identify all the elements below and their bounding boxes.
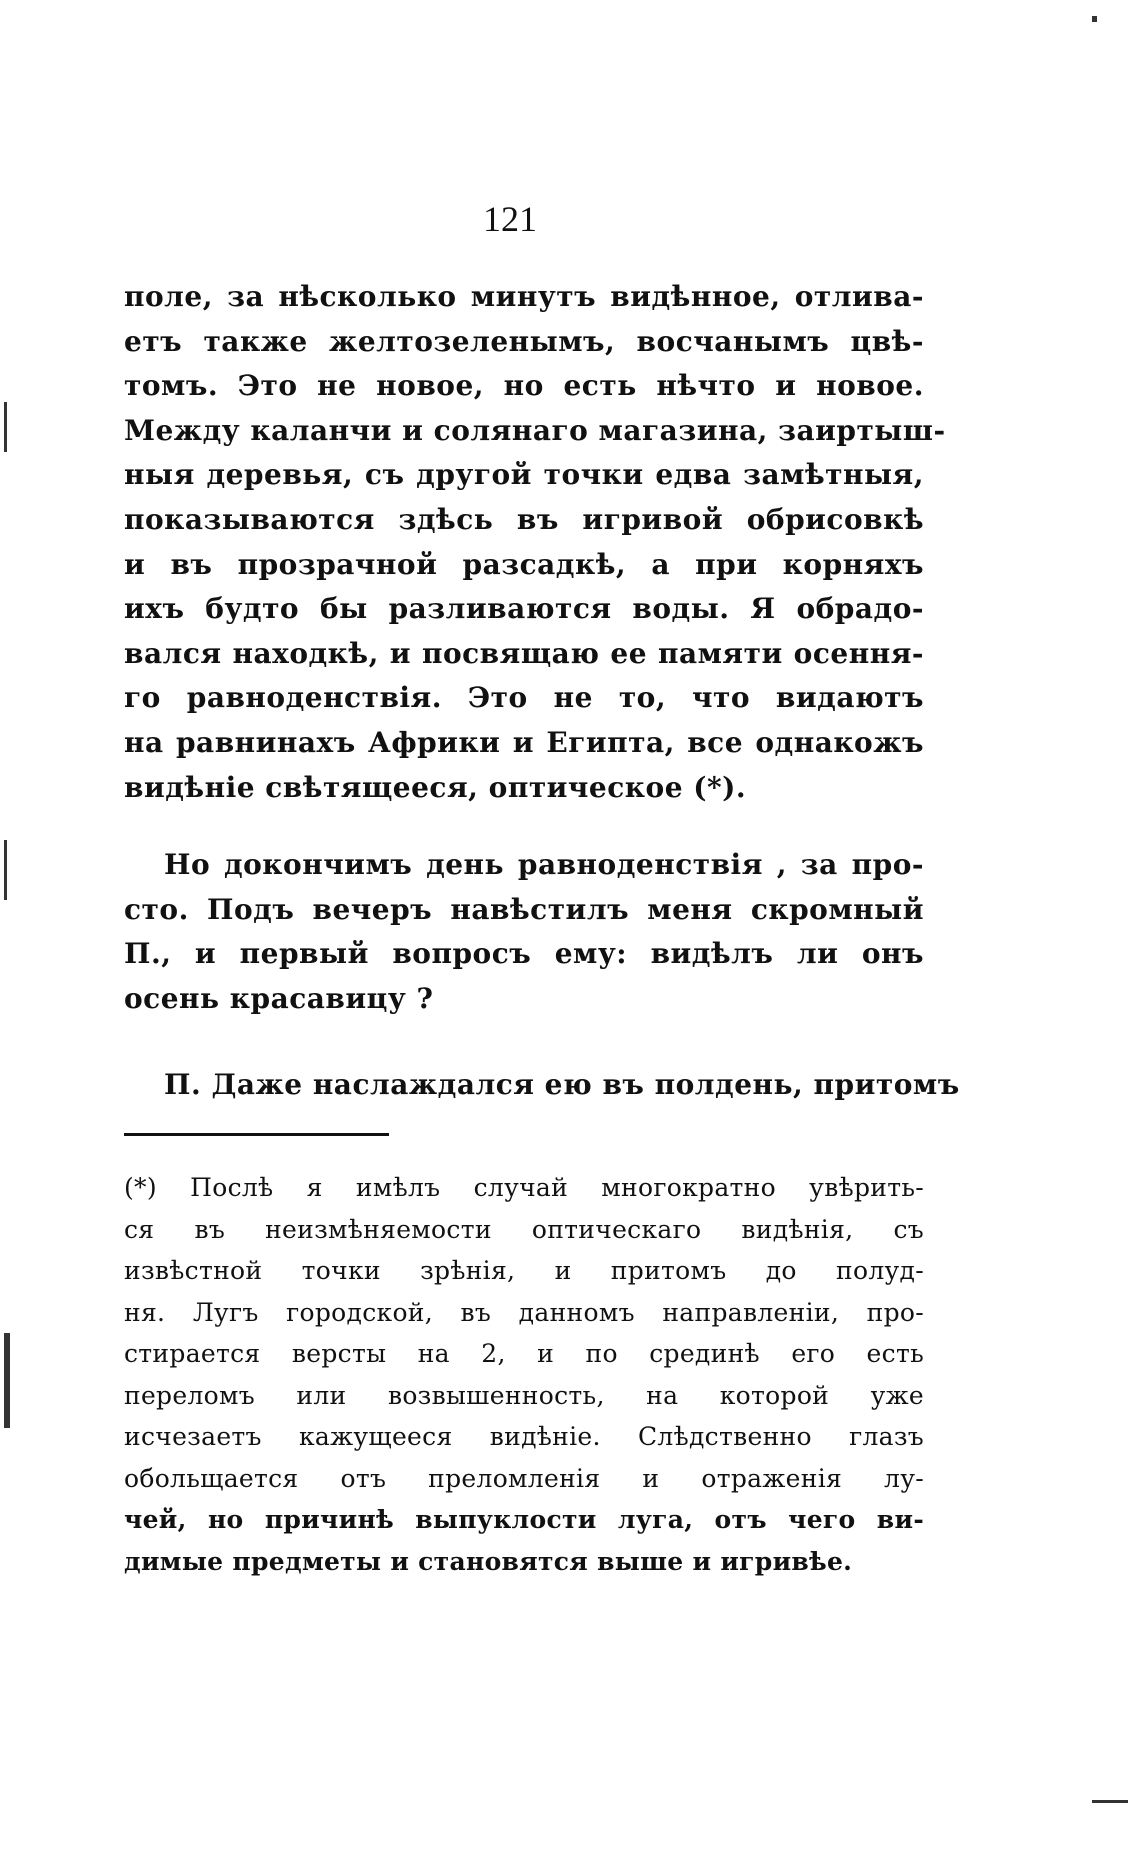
page-number: 121 <box>483 199 537 239</box>
footnote-line: ня. Лугъ городской, въ данномъ направленіи, про- <box>124 1297 924 1327</box>
text-line: го равноденствія. Это не то, что видаютъ <box>124 681 924 715</box>
text-line: сто. Подъ вечеръ навѣстилъ меня скромный <box>124 892 924 926</box>
footnote-separator <box>124 1133 389 1136</box>
text-line: ныя деревья, съ другой точки едва замѣтныя, <box>124 458 924 492</box>
text-line: П., и первый вопросъ ему: видѣлъ ли онъ <box>124 937 924 971</box>
text-line: на равнинахъ Африки и Египта, все однакожъ <box>124 725 924 759</box>
scan-mark <box>4 1333 10 1428</box>
text-line: вался находкѣ, и посвящаю ее памяти осення- <box>124 636 924 670</box>
footnote-line: обольщается отъ преломленія и отраженія лу- <box>124 1463 924 1493</box>
text-line: ихъ будто бы разливаются воды. Я обрадо- <box>124 592 924 626</box>
text-line: Между каланчи и солянаго магазина, заиртыш- <box>124 413 946 447</box>
footnote-line: стирается версты на 2, и по срединѣ его есть <box>124 1339 924 1368</box>
text-line: поле, за нѣсколько минутъ видѣнное, отлива- <box>124 280 924 313</box>
footnote-line: чей, но причинѣ выпуклости луга, отъ чего ви- <box>124 1505 924 1534</box>
text-line: П. Даже наслаждался ею въ полдень, притомъ <box>164 1068 960 1101</box>
scan-mark <box>1092 1800 1128 1803</box>
text-line: видѣніе свѣтящееся, оптическое (*). <box>124 770 747 804</box>
text-line: етъ также желтозеленымъ, восчанымъ цвѣ- <box>124 324 924 358</box>
scan-mark <box>4 402 7 452</box>
text-line: осень красавицу ? <box>124 981 434 1015</box>
text-line: и въ прозрачной разсадкѣ, а при корняхъ <box>124 547 924 581</box>
text-line: показываются здѣсь въ игривой обрисовкѣ <box>124 502 924 536</box>
footnote-line: исчезаетъ кажущееся видѣніе. Слѣдственно глазъ <box>124 1422 924 1451</box>
paragraph-2 <box>124 843 924 1021</box>
paragraph-3 <box>124 1063 960 1108</box>
footnote-line: димые предметы и становятся выше и игривѣе. <box>124 1546 853 1576</box>
footnote-line: ся въ неизмѣняемости оптическаго видѣнія, съ <box>124 1214 924 1244</box>
paragraph-1 <box>124 275 946 810</box>
footnote-line: извѣстной точки зрѣнія, и притомъ до полуд- <box>124 1256 924 1285</box>
footnote-line: переломъ или возвышенность, на которой уже <box>124 1380 924 1410</box>
footnote <box>124 1167 924 1582</box>
scan-mark <box>4 840 7 900</box>
footnote-line: (*) Послѣ я имѣлъ случай многократно увѣрить- <box>124 1173 924 1202</box>
text-line: томъ. Это не новое, но есть нѣчто и новое. <box>124 369 924 403</box>
scan-mark <box>1092 16 1097 22</box>
text-line: Но докончимъ день равноденствія , за про- <box>164 848 924 881</box>
